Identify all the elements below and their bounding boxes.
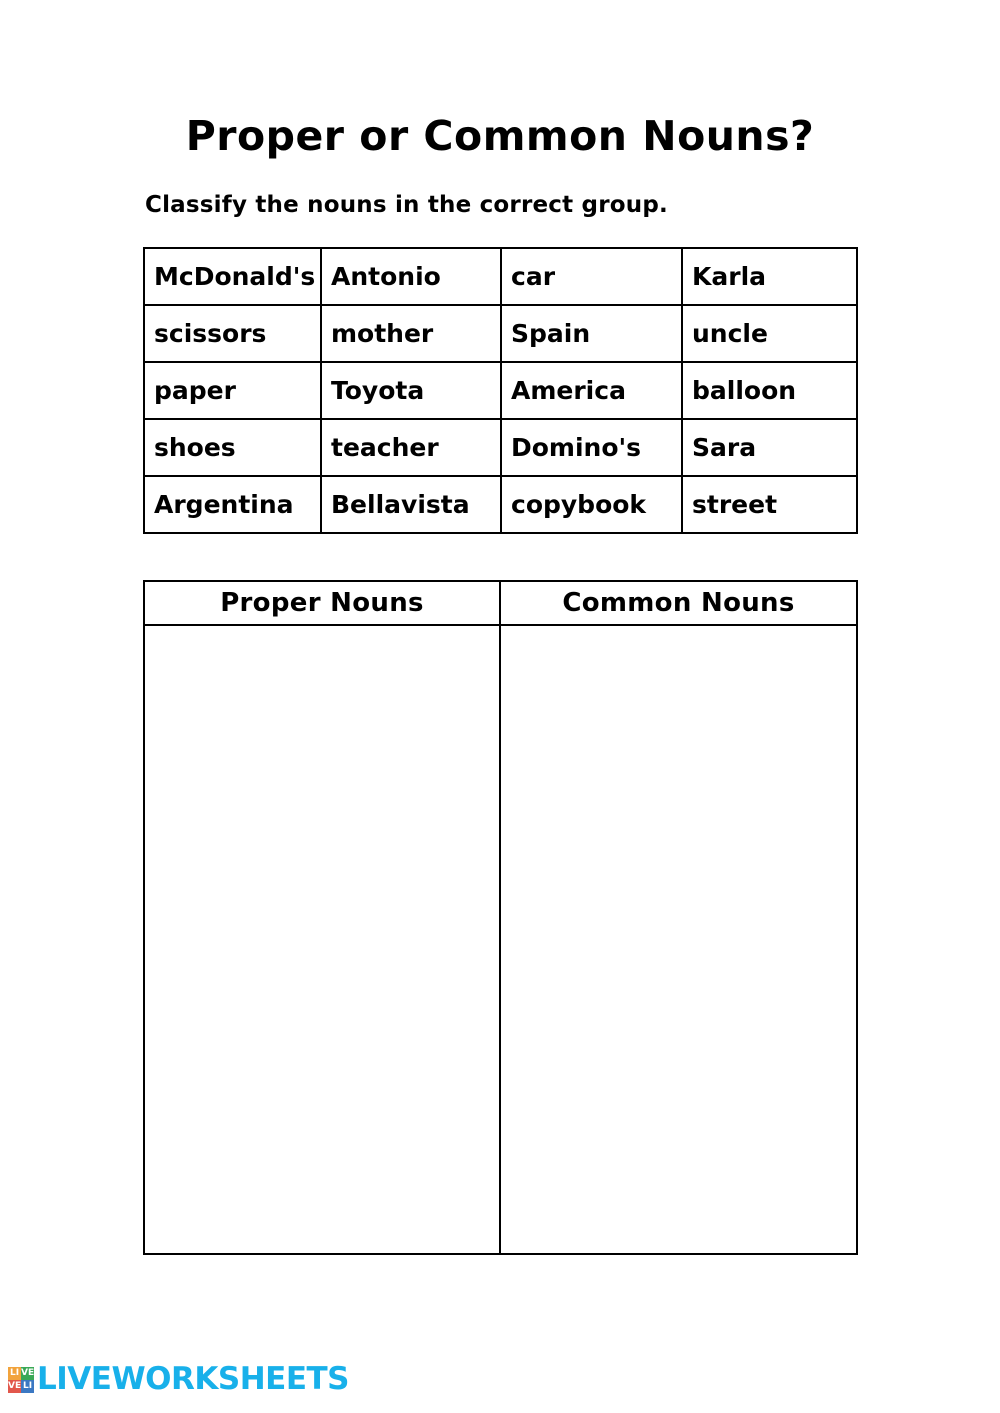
answer-area-common-nouns[interactable] <box>500 625 857 1254</box>
word-cell: balloon <box>682 362 857 419</box>
word-cell: Domino's <box>501 419 682 476</box>
answer-area-proper-nouns[interactable] <box>144 625 500 1254</box>
page-title: Proper or Common Nouns? <box>185 112 815 160</box>
word-cell: car <box>501 248 682 305</box>
liveworksheets-footer <box>8 1361 349 1397</box>
word-cell: shoes <box>144 419 321 476</box>
word-cell: mother <box>321 305 501 362</box>
word-cell: teacher <box>321 419 501 476</box>
table-row <box>144 362 857 419</box>
logo-tile-ve2: VE <box>8 1381 22 1391</box>
word-cell: scissors <box>144 305 321 362</box>
table-row <box>144 476 857 533</box>
column-header-common-nouns: Common Nouns <box>500 581 857 625</box>
word-cell: uncle <box>682 305 857 362</box>
word-cell: Spain <box>501 305 682 362</box>
table-row <box>144 248 857 305</box>
word-bank-table <box>143 247 858 534</box>
classification-table <box>143 580 858 1255</box>
table-row <box>144 419 857 476</box>
word-cell: street <box>682 476 857 533</box>
logo-tile-li2: LI <box>22 1381 33 1391</box>
word-cell: Karla <box>682 248 857 305</box>
liveworksheets-logo-icon <box>8 1367 34 1393</box>
word-cell: Toyota <box>321 362 501 419</box>
word-cell: McDonald's <box>144 248 321 305</box>
word-cell: copybook <box>501 476 682 533</box>
table-header-row <box>144 581 857 625</box>
word-cell: Bellavista <box>321 476 501 533</box>
logo-tile-li: LI <box>9 1368 20 1378</box>
word-cell: Antonio <box>321 248 501 305</box>
logo-tile-ve: VE <box>21 1368 35 1378</box>
word-cell: Argentina <box>144 476 321 533</box>
table-row <box>144 625 857 1254</box>
word-cell: Sara <box>682 419 857 476</box>
word-cell: paper <box>144 362 321 419</box>
word-cell: America <box>501 362 682 419</box>
instructions-text: Classify the nouns in the correct group. <box>145 192 668 218</box>
table-row <box>144 305 857 362</box>
column-header-proper-nouns: Proper Nouns <box>144 581 500 625</box>
liveworksheets-brand-text: LIVEWORKSHEETS <box>37 1361 349 1397</box>
